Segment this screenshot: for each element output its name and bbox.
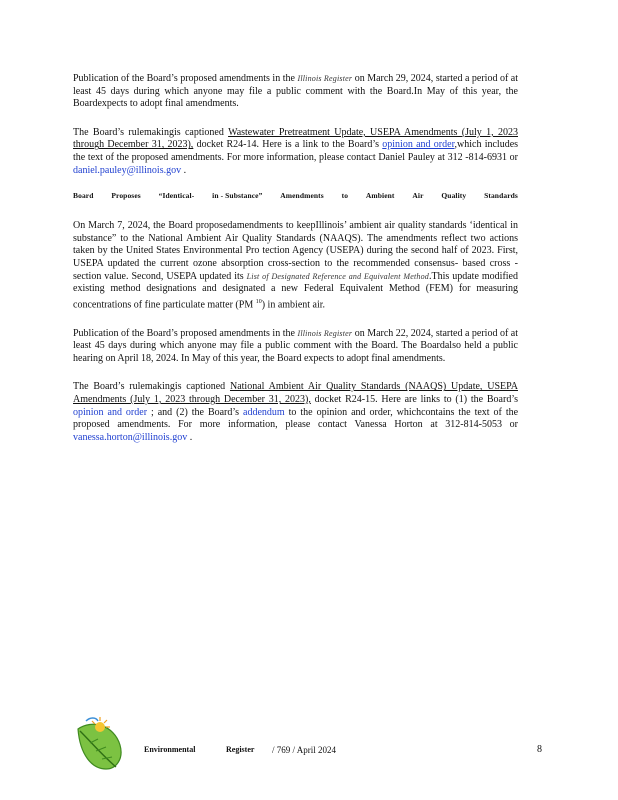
heading-word: Quality: [441, 191, 467, 201]
heading-word: Standards: [484, 191, 518, 201]
subscript: 10: [255, 298, 262, 305]
footer-environmental: Environmental: [144, 745, 196, 754]
heading-word: to: [341, 191, 349, 201]
journal-name: Illinois Register: [297, 74, 353, 83]
text: on March 22, 2024, started a period of at least 45 days during which anyone may file a public comment with the Board. The Boardalso held a public hearing on April 18, 2024. In May of this year, the Board expects to adopt final amendments.: [73, 327, 519, 364]
addendum-link[interactable]: addendum: [243, 406, 285, 418]
paragraph-publication-2: [73, 328, 518, 366]
opinion-and-order-link[interactable]: opinion and order: [73, 406, 148, 418]
heading-word: Ambient: [365, 191, 395, 201]
text: Publication of the Board’s proposed amendments in the: [73, 327, 295, 339]
leaf-logo-icon: [72, 715, 126, 771]
heading-word: Air: [412, 191, 424, 201]
page-footer: [72, 715, 546, 775]
page-number: 8: [537, 744, 542, 755]
text: ,which includes the text of the proposed amendments. For more information, please contact Daniel Pauley at 312 -814-6931 or: [73, 139, 519, 163]
paragraph-publication-1: [73, 73, 518, 111]
text: docket R24-14. Here is a link to the Board’s: [196, 139, 380, 151]
list-title: List of Designated Reference and Equivalent Method: [246, 271, 429, 281]
section-heading: [73, 191, 518, 200]
journal-name: Illinois Register: [297, 328, 353, 338]
paragraph-naaqs-proposal: [73, 220, 518, 311]
text: to the opinion and order, whichcontains the text of the proposed amendments. For more information, please contact Vanessa Horton at 312-814-5053 or: [73, 406, 519, 431]
text: ; and (2) the Board’s: [151, 406, 240, 418]
heading-word: in - Substance”: [212, 191, 263, 201]
paragraph-rulemaking-r24-15: [73, 381, 518, 444]
text: docket R24-15. Here are links to (1) the Board’s: [314, 394, 518, 406]
heading-word: “Identical-: [158, 191, 195, 201]
heading-word: Amendments: [280, 191, 324, 201]
footer-title: [144, 745, 544, 755]
footer-register: Register: [226, 745, 255, 754]
text: On March 7, 2024, the Board proposedamendments to keepIllinois’ ambient air quality standards ‘identical in substance” to the National Ambient Air Quality Standards (NAAQS). The amendments reflect two actions taken by the United States Environmental Pro tection Agency (USEPA) during the second half of 2023. First, USEPA updated the current ozone absorption cross-section to the recommended consensus- based cross -section value. Second, USEPA updated its: [73, 220, 518, 282]
text: .This update modified existing method designations and designated a new Federal Equivalent Method (FEM) for measuring concentrations of fine particulate matter (PM: [73, 270, 518, 311]
text: .: [183, 164, 187, 176]
text: The Board’s rulemakingis captioned: [73, 381, 226, 393]
opinion-and-order-link[interactable]: opinion and order: [382, 139, 455, 151]
rulemaking-caption: Wastewater Pretreatment Update, USEPA Amendments (July 1, 2023 through December 31, 2023),: [73, 126, 518, 151]
footer-issue: / 769 / April 2024: [272, 745, 337, 755]
heading-word: Board: [73, 191, 94, 201]
text: Publication of the Board’s proposed amendments in the: [73, 73, 295, 84]
text: on March 29, 2024, started a period of at least 45 days during which anyone may file a public comment with the Board.In May of this year, the Boardexpects to adopt final amendments.: [73, 73, 519, 110]
rulemaking-caption: National Ambient Air Quality Standards (NAAQS) Update, USEPA Amendments (July 1, 2023 through December 31, 2023),: [73, 381, 518, 406]
page-content: [73, 73, 518, 458]
email-link[interactable]: vanessa.horton@illinois.gov: [73, 431, 188, 443]
paragraph-rulemaking-r24-14: [73, 127, 518, 177]
heading-word: Proposes: [111, 191, 141, 201]
text: .: [189, 431, 193, 443]
email-link[interactable]: daniel.pauley@illinois.gov: [73, 164, 182, 176]
text: The Board’s rulemakingis captioned: [73, 126, 224, 138]
text: ) in ambient air.: [261, 299, 326, 311]
